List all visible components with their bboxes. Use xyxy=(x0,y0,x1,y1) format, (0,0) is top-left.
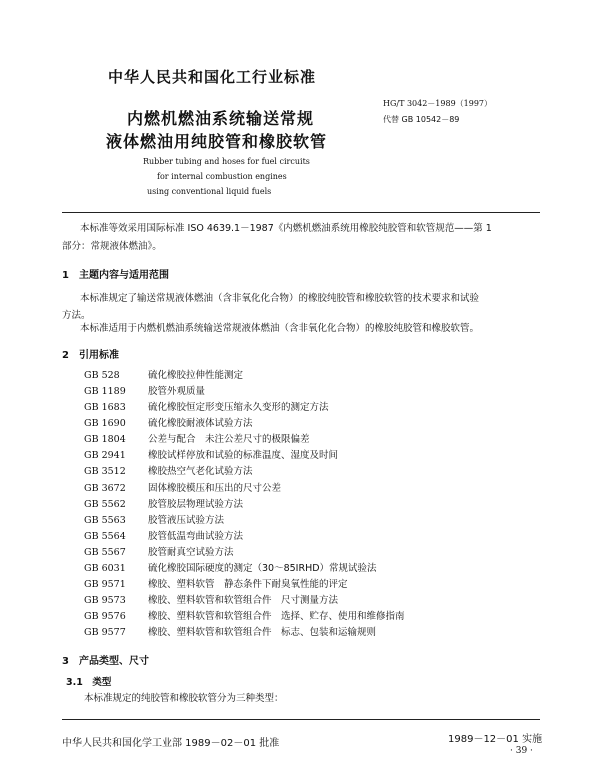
reference-item xyxy=(84,463,253,477)
reference-item xyxy=(84,383,205,397)
reference-item xyxy=(84,480,281,494)
reference-item xyxy=(84,367,243,381)
reference-code: GB 1189 xyxy=(84,386,126,397)
reference-code: GB 9577 xyxy=(84,627,126,638)
reference-item xyxy=(84,592,338,606)
reference-code: GB 5564 xyxy=(84,531,126,542)
reference-code: GB 9571 xyxy=(84,579,126,590)
reference-item xyxy=(84,399,329,413)
document-title-line2: 液体燃油用纯胶管和橡胶软管 xyxy=(106,132,328,151)
reference-code: GB 9576 xyxy=(84,611,126,622)
reference-title: 硫化橡胶国际硬度的测定（30～85IRHD）常规试验法 xyxy=(148,563,377,574)
reference-title: 橡胶、塑料软管 静态条件下耐臭氧性能的评定 xyxy=(148,579,348,590)
reference-title: 硫化橡胶耐液体试验方法 xyxy=(148,418,253,429)
section1-para1-line1: 本标准规定了输送常规液体燃油（含非氧化化合物）的橡胶纯胶管和橡胶软管的技术要求和试验 xyxy=(80,293,480,304)
reference-title: 胶管液压试验方法 xyxy=(148,515,225,526)
reference-item xyxy=(84,544,234,558)
reference-code: GB 9573 xyxy=(84,595,126,606)
reference-code: GB 1804 xyxy=(84,434,126,445)
reference-title: 橡胶、塑料软管和软管组合件 选择、贮存、使用和维修指南 xyxy=(148,611,405,622)
document-title-line1: 内燃机燃油系统输送常规 xyxy=(127,109,315,128)
intro-line2: 部分：常规液体燃油》。 xyxy=(62,241,162,252)
implementation-date: 1989－12－01 实施 xyxy=(448,734,543,745)
reference-item xyxy=(84,528,243,542)
english-title-line2: for internal combustion engines xyxy=(157,172,287,181)
footer-divider xyxy=(62,719,540,720)
section3-heading: 3 产品类型、尺寸 xyxy=(62,656,149,667)
reference-code: GB 5567 xyxy=(84,547,126,558)
intro-line1: 本标准等效采用国际标准 ISO 4639.1－1987《内燃机燃油系统用橡胶纯胶管和软管规范——第 1 xyxy=(80,223,492,234)
replaces-standard: 代替 GB 10542－89 xyxy=(383,115,460,124)
reference-title: 橡胶试样停放和试验的标准温度、湿度及时间 xyxy=(148,450,339,461)
reference-title: 胶管耐真空试验方法 xyxy=(148,547,234,558)
reference-title: 公差与配合 未注公差尺寸的极限偏差 xyxy=(148,434,310,445)
org-title: 中华人民共和国化工行业标准 xyxy=(108,68,317,86)
section1-heading: 1 主题内容与适用范围 xyxy=(62,270,169,281)
reference-item xyxy=(84,608,405,622)
reference-item xyxy=(84,560,377,574)
section1-para2: 本标准适用于内燃机燃油系统输送常规液体燃油（含非氧化化合物）的橡胶纯胶管和橡胶软管。 xyxy=(80,323,480,334)
section1-para1-line2: 方法。 xyxy=(62,310,91,321)
reference-title: 橡胶热空气老化试验方法 xyxy=(148,466,253,477)
reference-title: 橡胶、塑料软管和软管组合件 标志、包装和运输规则 xyxy=(148,627,377,638)
reference-title: 橡胶、塑料软管和软管组合件 尺寸测量方法 xyxy=(148,595,339,606)
reference-title: 胶管低温弯曲试验方法 xyxy=(148,531,244,542)
reference-item xyxy=(84,447,338,461)
reference-code: GB 1683 xyxy=(84,402,126,413)
reference-title: 胶管外观质量 xyxy=(148,386,206,397)
reference-item xyxy=(84,576,348,590)
section3-1-heading: 3.1 类型 xyxy=(66,677,112,688)
approval-line: 中华人民共和国化学工业部 1989－02－01 批准 xyxy=(62,738,280,749)
standard-number: HG/T 3042－1989（1997） xyxy=(383,99,493,108)
reference-code: GB 5562 xyxy=(84,499,126,510)
reference-title: 固体橡胶模压和压出的尺寸公差 xyxy=(148,483,282,494)
header-divider xyxy=(62,212,540,213)
reference-code: GB 3512 xyxy=(84,466,126,477)
reference-item xyxy=(84,496,243,510)
reference-code: GB 6031 xyxy=(84,563,126,574)
reference-title: 硫化橡胶拉伸性能测定 xyxy=(148,370,244,381)
reference-code: GB 1690 xyxy=(84,418,126,429)
section2-heading: 2 引用标准 xyxy=(62,350,119,361)
page-number: · 39 · xyxy=(510,746,533,756)
section3-1-para: 本标准规定的纯胶管和橡胶软管分为三种类型： xyxy=(84,693,284,704)
reference-code: GB 528 xyxy=(84,370,120,381)
reference-title: 硫化橡胶恒定形变压缩永久变形的测定方法 xyxy=(148,402,329,413)
reference-item xyxy=(84,431,310,445)
reference-code: GB 3672 xyxy=(84,483,126,494)
reference-code: GB 5563 xyxy=(84,515,126,526)
english-title-line3: using conventional liquid fuels xyxy=(147,187,272,196)
reference-item xyxy=(84,415,253,429)
reference-item xyxy=(84,624,376,638)
reference-code: GB 2941 xyxy=(84,450,126,461)
reference-title: 胶管胶层物理试验方法 xyxy=(148,499,244,510)
english-title-line1: Rubber tubing and hoses for fuel circuits xyxy=(143,157,310,166)
reference-item xyxy=(84,512,224,526)
